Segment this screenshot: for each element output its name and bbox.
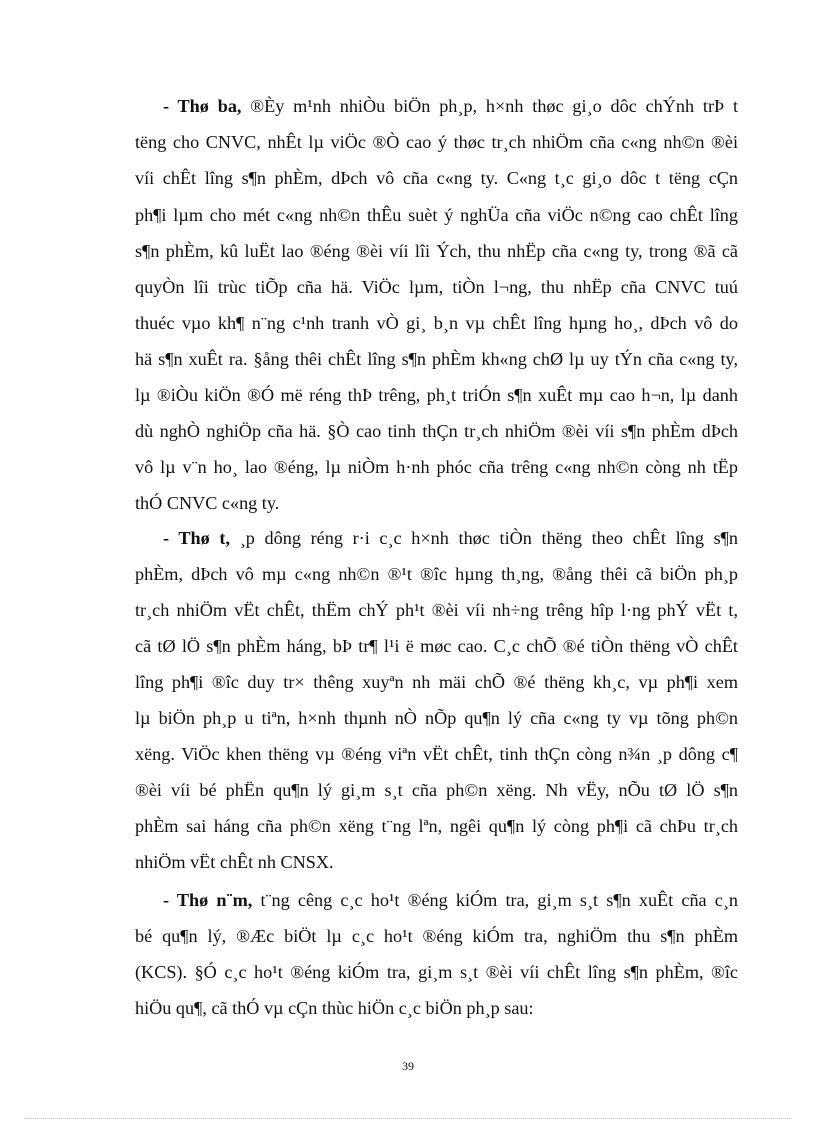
paragraph-line: tëng cho CNVC, nhÊt lµ viÖc ®Ò cao ý thøc tr¸ch nhiÖm cña c«ng nh©n ®èi — [135, 132, 738, 152]
paragraph-lead: - Thø n¨m, — [163, 890, 253, 910]
paragraph-line: xëng. ViÖc khen thëng vµ ®éng viªn vËt chÊt, tinh thÇn còng n¾n ¸p dông c¶ — [135, 744, 738, 764]
paragraph-lead: - Thø ba, — [163, 96, 242, 116]
paragraph-line: tr¸ch nhiÖm vËt chÊt, thËm chÝ ph¹t ®èi víi nh÷ng trêng hîp l·ng phÝ vËt t, — [135, 600, 738, 620]
paragraph-line: (KCS). §Ó c¸c ho¹t ®éng kiÓm tra, gi¸m s¸t ®èi víi chÊt lîng s¶n phÈm, ®îc — [135, 962, 738, 982]
paragraph-line: ph¶i lµm cho mét c«ng nh©n thÊu suèt ý nghÜa cña viÖc n©ng cao chÊt lîng — [135, 205, 738, 225]
page-number: 39 — [402, 1059, 414, 1073]
paragraph-line: phÈm sai háng cña ph©n xëng t¨ng lªn, ngêi qu¶n lý còng ph¶i cã chÞu tr¸ch — [135, 816, 738, 836]
paragraph-line: bé qu¶n lý, ®Æc biÖt lµ c¸c ho¹t ®éng kiÓm tra, nghiÖm thu s¶n phÈm — [135, 926, 738, 946]
paragraph-line: - Thø ba, ®Èy m¹nh nhiÒu biÖn ph¸p, h×nh thøc gi¸o dôc chÝnh trÞ t — [163, 96, 738, 116]
paragraph-line: ®èi víi bé phËn qu¶n lý gi¸m s¸t cña ph©n xëng. Nh vËy, nÕu tØ lÖ s¶n — [135, 780, 738, 800]
paragraph-line: thÓ CNVC c«ng ty. — [135, 493, 280, 513]
paragraph-line: quyÒn lîi trùc tiÕp cña hä. ViÖc lµm, tiÒn l¬ng, thu nhËp cña CNVC tuú — [135, 277, 738, 297]
paragraph-line: hiÖu qu¶, cã thÓ vµ cÇn thùc hiÖn c¸c biÖn ph¸p sau: — [135, 998, 534, 1018]
paragraph-line: hä s¶n xuÊt ra. §ång thêi chÊt lîng s¶n phÈm kh«ng chØ lµ uy tÝn cña c«ng ty, — [135, 349, 738, 369]
paragraph-line: víi chÊt lîng s¶n phÈm, dÞch vô cña c«ng ty. C«ng t¸c gi¸o dôc t tëng cÇn — [135, 168, 738, 188]
paragraph-line: - Thø n¨m, t¨ng cêng c¸c ho¹t ®éng kiÓm tra, gi¸m s¸t s¶n xuÊt cña c¸n — [163, 890, 738, 910]
paragraph-line: dù nghÒ nghiÖp cña hä. §Ò cao tinh thÇn tr¸ch nhiÖm ®èi víi s¶n phÈm dÞch — [135, 421, 738, 441]
paragraph-line: lµ ®iÒu kiÖn ®Ó më réng thÞ trêng, ph¸t triÓn s¶n xuÊt mµ cao h¬n, lµ danh — [135, 385, 738, 405]
page-bottom-divider — [24, 1118, 792, 1119]
paragraph-line: lµ biÖn ph¸p u tiªn, h×nh thµnh nÒ nÕp qu¶n lý cña c«ng ty vµ tõng ph©n — [135, 708, 738, 728]
paragraph-line: s¶n phÈm, kû luËt lao ®éng ®èi víi lîi Ých, thu nhËp cña c«ng ty, trong ®ã cã — [135, 241, 738, 261]
paragraph-line: phÈm, dÞch vô mµ c«ng nh©n ®¹t ®îc hµng th¸ng, ®ång thêi cã biÖn ph¸p — [135, 564, 738, 584]
paragraph-line: - Thø t, ¸p dông réng r·i c¸c h×nh thøc tiÒn thëng theo chÊt lîng s¶n — [163, 528, 738, 548]
paragraph-line: nhiÖm vËt chÊt nh CNSX. — [135, 852, 334, 872]
paragraph-line: thuéc vµo kh¶ n¨ng c¹nh tranh vÒ gi¸ b¸n vµ chÊt lîng hµng ho¸, dÞch vô do — [135, 313, 738, 333]
paragraph-lead: - Thø t, — [163, 528, 231, 548]
paragraph-line: lîng ph¶i ®îc duy tr× thêng xuyªn nh mäi chÕ ®é thëng kh¸c, vµ ph¶i xem — [135, 672, 738, 692]
paragraph-line: vô lµ v¨n ho¸ lao ®éng, lµ niÒm h·nh phóc cña trêng c«ng nh©n còng nh tËp — [135, 457, 738, 477]
paragraph-line: cã tØ lÖ s¶n phÈm háng, bÞ tr¶ l¹i ë møc cao. C¸c chÕ ®é tiÒn thëng vÒ chÊt — [135, 636, 738, 656]
